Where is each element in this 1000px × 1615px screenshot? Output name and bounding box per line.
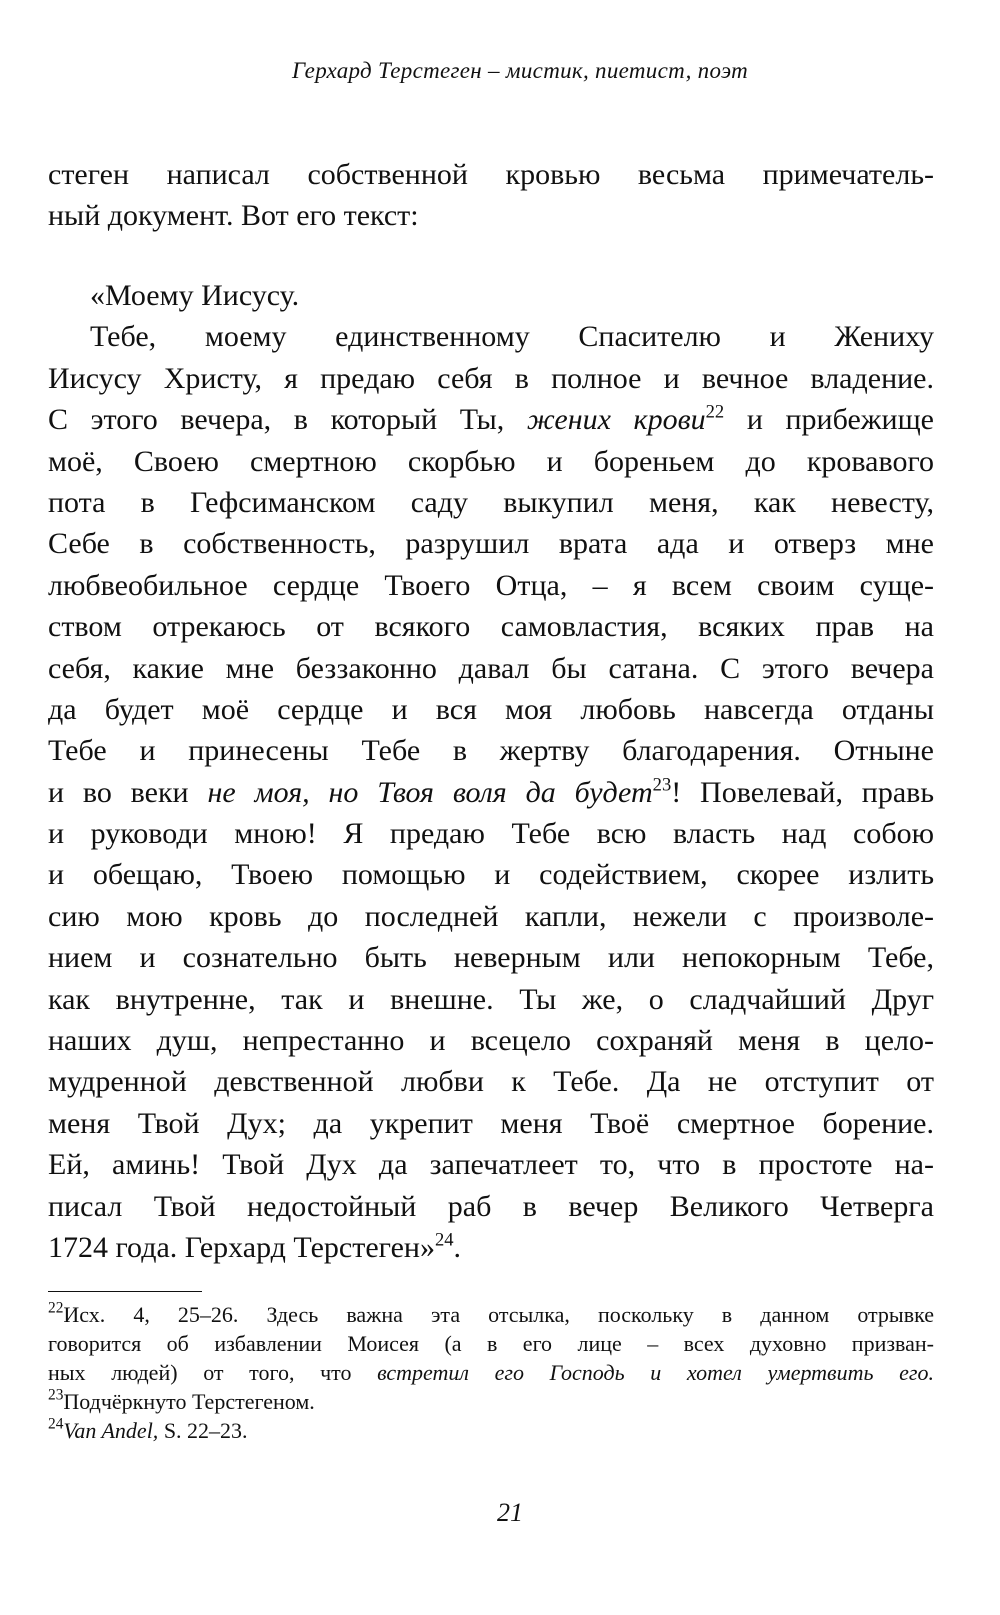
- footnote-divider: [48, 1291, 202, 1292]
- text-line: Себе в собственность, разрушил врата ада и отверз мне: [48, 527, 934, 561]
- text-line: любвеобильное сердце Твоего Отца, – я всем своим суще-: [48, 568, 934, 602]
- italic-phrase: Van Andel,: [63, 1418, 159, 1443]
- text-line: Иисусу Христу, я предаю себя в полное и вечное владение.: [48, 361, 934, 395]
- text-line: как внутренне, так и внешне. Ты же, о сладчайший Друг: [48, 982, 934, 1016]
- text-line: и руководи мною! Я предаю Тебе всю власть над собою: [48, 817, 934, 851]
- intro-paragraph: [48, 154, 934, 237]
- footnote-ref-23: 23: [652, 774, 672, 796]
- text-line: Тебе и принесены Тебе в жертву благодарения. Отныне: [48, 734, 934, 768]
- text-line: ных людей) от того, что встретил его Господь и хотел умертвить его.: [48, 1360, 934, 1385]
- text-line: да будет моё сердце и вся моя любовь навсегда отданы: [48, 692, 934, 726]
- text-line: писал Твой недостойный раб в вечер Великого Четверга: [48, 1189, 934, 1223]
- text-line: моё, Своею смертною скорбью и бореньем до кровавого: [48, 444, 934, 478]
- footnote-ref-22: 22: [705, 401, 725, 423]
- text-line: меня Твой Дух; да укрепит меня Твоё смертное борение.: [48, 1106, 934, 1140]
- italic-phrase: не моя, но Твоя воля да будет: [207, 775, 653, 809]
- text-line: ный документ. Вот его текст:: [48, 199, 419, 233]
- text-line: пота в Гефсиманском саду выкупил меня, как невесту,: [48, 485, 934, 519]
- running-header: Герхард Терстеген – мистик, пиетист, поэт: [291, 58, 749, 83]
- text-line: С этого вечера, в который Ты, жених крови$^{22}$ и прибежище: [48, 401, 934, 437]
- footnote-22: $^{22}$Исх. 4, 25–26. Здесь важна эта отсылка, поскольку в данном отрывке: [48, 1299, 934, 1327]
- text-line: говорится об избавлении Моисея (а в его лице – всех духовно призван-: [48, 1331, 934, 1356]
- text-line: и во веки не моя, но Твоя воля да будет$^{23}$! Повелевай, правь: [48, 774, 935, 809]
- letter-salutation: «Моему Иисусу.: [90, 279, 300, 312]
- footnote-ref-24: 24: [434, 1229, 454, 1251]
- footnote-number: 22: [48, 1299, 64, 1317]
- text-line: себя, какие мне беззаконно давал бы сатана. С этого вечера: [48, 651, 934, 685]
- text-line: ством отрекаюсь от всякого самовластия, всяких прав на: [48, 610, 934, 644]
- footnote-23: $^{23}$Подчёркнуто Терстегеном.: [48, 1386, 315, 1414]
- footnote-number: 23: [48, 1386, 64, 1404]
- text-line: сию мою кровь до последней капли, нежели с произволе-: [48, 899, 934, 933]
- text-line: нием и сознательно быть неверным или непокорным Тебе,: [48, 941, 934, 975]
- text-line: и обещаю, Твоею помощью и содействием, скорее излить: [48, 858, 934, 892]
- letter-text: [48, 275, 934, 1268]
- text-line: наших душ, непрестанно и всецело сохраняй меня в цело-: [48, 1024, 934, 1058]
- text-line: 1724 года. Герхард Терстеген»$^{24}$.: [48, 1229, 462, 1264]
- italic-phrase: встретил его Господь и хотел умертвить его.: [377, 1360, 934, 1385]
- text-line: Ей, аминь! Твой Дух да запечатлеет то, что в простоте на-: [48, 1148, 934, 1182]
- footnote-24: $^{24}$Van Andel, S. 22–23.: [48, 1415, 248, 1443]
- page-number: 21: [497, 1498, 523, 1527]
- italic-phrase: жених крови: [526, 403, 706, 437]
- footnote-number: 24: [48, 1415, 64, 1433]
- footnotes: [48, 1300, 934, 1445]
- text-line: стеген написал собственной кровью весьма примечатель-: [48, 158, 934, 191]
- text-line: Тебе, моему единственному Спасителю и Жениху: [90, 320, 934, 354]
- text-line: мудренной девственной любви к Тебе. Да не отступит от: [48, 1065, 934, 1099]
